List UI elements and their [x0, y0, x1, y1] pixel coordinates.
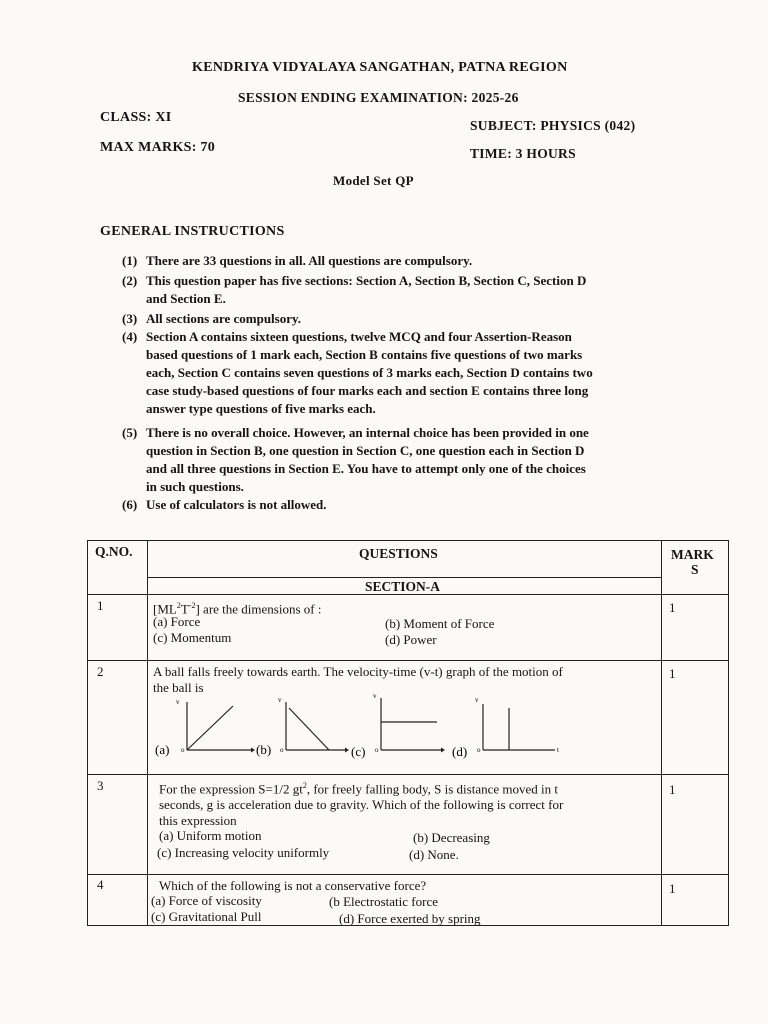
question-text: Which of the following is not a conservative force? — [159, 878, 427, 893]
axis-label-t: t — [557, 746, 559, 754]
instruction-line: case study-based questions of four marks each and section E contains three long — [146, 383, 589, 398]
graph-label-a: (a) — [155, 742, 170, 757]
question-text-part: [ML — [153, 601, 177, 617]
axis-label-o: o — [280, 746, 284, 754]
question-text-part: T — [180, 601, 189, 617]
option-a: (a) Force — [153, 614, 201, 629]
instruction-line: All sections are compulsory. — [146, 311, 302, 326]
vt-graph-options — [147, 690, 661, 774]
instruction-item — [122, 252, 682, 270]
table-border — [87, 540, 88, 926]
time-label: TIME: 3 HOURS — [470, 146, 576, 161]
question-marks: 1 — [669, 666, 676, 681]
table-border — [87, 540, 729, 541]
question-marks: 1 — [669, 600, 676, 615]
axis-label-v: v — [278, 696, 282, 704]
instruction-line: and all three questions in Section E. You have to attempt only one of the choices — [146, 461, 586, 476]
table-divider — [87, 660, 729, 661]
question-line: the ball is — [153, 680, 204, 695]
instruction-item — [122, 310, 682, 328]
option-d: (d) None. — [409, 847, 459, 862]
column-header-marks-cont: S — [691, 562, 699, 577]
instruction-line: This question paper has five sections: Section A, Section B, Section C, Section D — [146, 273, 587, 288]
graph-a-line — [187, 706, 233, 750]
graph-b-line — [289, 708, 329, 750]
question-line: seconds, g is acceleration due to gravity. Which of the following is correct for — [159, 797, 564, 813]
instruction-line: There is no overall choice. However, an internal choice has been provided in one — [146, 425, 589, 440]
option-b: (b) Moment of Force — [385, 616, 495, 631]
question-number: 4 — [97, 877, 104, 892]
table-divider — [87, 774, 729, 775]
superscript: -2 — [188, 601, 196, 610]
instruction-number: (3) — [122, 311, 138, 326]
arrow-icon — [251, 748, 255, 753]
question-number: 3 — [97, 778, 104, 793]
instruction-item — [122, 424, 682, 496]
instruction-number: (1) — [122, 253, 138, 268]
question-text-part: ] are the dimensions of : — [195, 601, 322, 617]
question-line: A ball falls freely towards earth. The velocity-time (v-t) graph of the motion of — [153, 664, 563, 679]
section-title: SECTION-A — [365, 579, 441, 594]
class-label: CLASS: XI — [100, 110, 172, 125]
axis-label-o: o — [477, 746, 481, 754]
instruction-number: (4) — [122, 329, 138, 344]
question-line: this expression — [159, 813, 237, 829]
superscript: 2 — [176, 601, 181, 610]
question-text — [153, 598, 653, 617]
question-text — [159, 778, 659, 829]
model-set-label: Model Set QP — [333, 173, 414, 188]
option-c: (c) Momentum — [153, 630, 232, 645]
arrow-icon — [441, 748, 445, 753]
option-b: (b) Decreasing — [413, 830, 490, 845]
table-divider — [661, 540, 662, 926]
question-marks: 1 — [669, 881, 676, 896]
instruction-item — [122, 328, 682, 418]
instruction-line: question in Section B, one question in Section C, one question each in Section D — [146, 443, 585, 458]
question-table — [87, 540, 729, 926]
option-c: (c) Gravitational Pull — [151, 909, 262, 924]
axis-label-v: v — [475, 696, 479, 704]
option-c: (c) Increasing velocity uniformly — [157, 845, 330, 860]
option-a: (a) Force of viscosity — [151, 893, 262, 908]
graph-label-b: (b) — [256, 742, 272, 757]
instruction-line: Use of calculators is not allowed. — [146, 497, 327, 512]
superscript: 2 — [302, 781, 307, 790]
session-title: SESSION ENDING EXAMINATION: 2025-26 — [238, 90, 519, 105]
instruction-line: There are 33 questions in all. All questions are compulsory. — [146, 253, 473, 268]
instruction-number: (5) — [122, 425, 138, 440]
instruction-line: each, Section C contains seven questions of 3 marks each, Section D contains two — [146, 365, 593, 380]
subject-label: SUBJECT: PHYSICS (042) — [470, 118, 636, 133]
question-number: 1 — [97, 598, 104, 613]
axis-label-o: o — [181, 746, 185, 754]
instruction-line: Section A contains sixteen questions, twelve MCQ and four Assertion-Reason — [146, 329, 572, 344]
option-d: (d) Force exerted by spring — [339, 911, 481, 926]
instruction-line: in such questions. — [146, 479, 244, 494]
instruction-line: answer type questions of five marks each. — [146, 401, 376, 416]
instruction-item — [122, 496, 682, 514]
instruction-item — [122, 272, 682, 308]
instructions-title: GENERAL INSTRUCTIONS — [100, 224, 285, 239]
column-header-questions: QUESTIONS — [359, 546, 438, 561]
column-header-marks: MARK — [671, 547, 714, 562]
table-border — [728, 540, 729, 926]
question-text-part: For the expression S=1/2 gt — [159, 781, 303, 797]
graph-label-c: (c) — [351, 744, 366, 759]
instruction-number: (2) — [122, 273, 138, 288]
question-marks: 1 — [669, 782, 676, 797]
max-marks-label: MAX MARKS: 70 — [100, 140, 216, 155]
question-line — [159, 778, 659, 797]
graph-label-d: (d) — [452, 744, 468, 759]
axis-label-v: v — [373, 692, 377, 700]
column-header-qno: Q.NO. — [95, 544, 133, 559]
question-text-part: , for freely falling body, S is distance moved in t — [306, 781, 558, 797]
instruction-number: (6) — [122, 497, 138, 512]
table-divider — [87, 874, 729, 875]
school-title: KENDRIYA VIDYALAYA SANGATHAN, PATNA REGION — [192, 60, 568, 75]
option-b: (b Electrostatic force — [329, 894, 438, 909]
table-divider — [147, 577, 661, 578]
instruction-line: based questions of 1 mark each, Section B contains five questions of two marks — [146, 347, 583, 362]
question-number: 2 — [97, 664, 104, 679]
instruction-line: and Section E. — [146, 291, 226, 306]
axis-label-o: o — [375, 746, 379, 754]
axis-label-v: v — [176, 698, 180, 706]
option-a: (a) Uniform motion — [159, 828, 262, 843]
option-d: (d) Power — [385, 632, 437, 647]
arrow-icon — [345, 748, 349, 753]
